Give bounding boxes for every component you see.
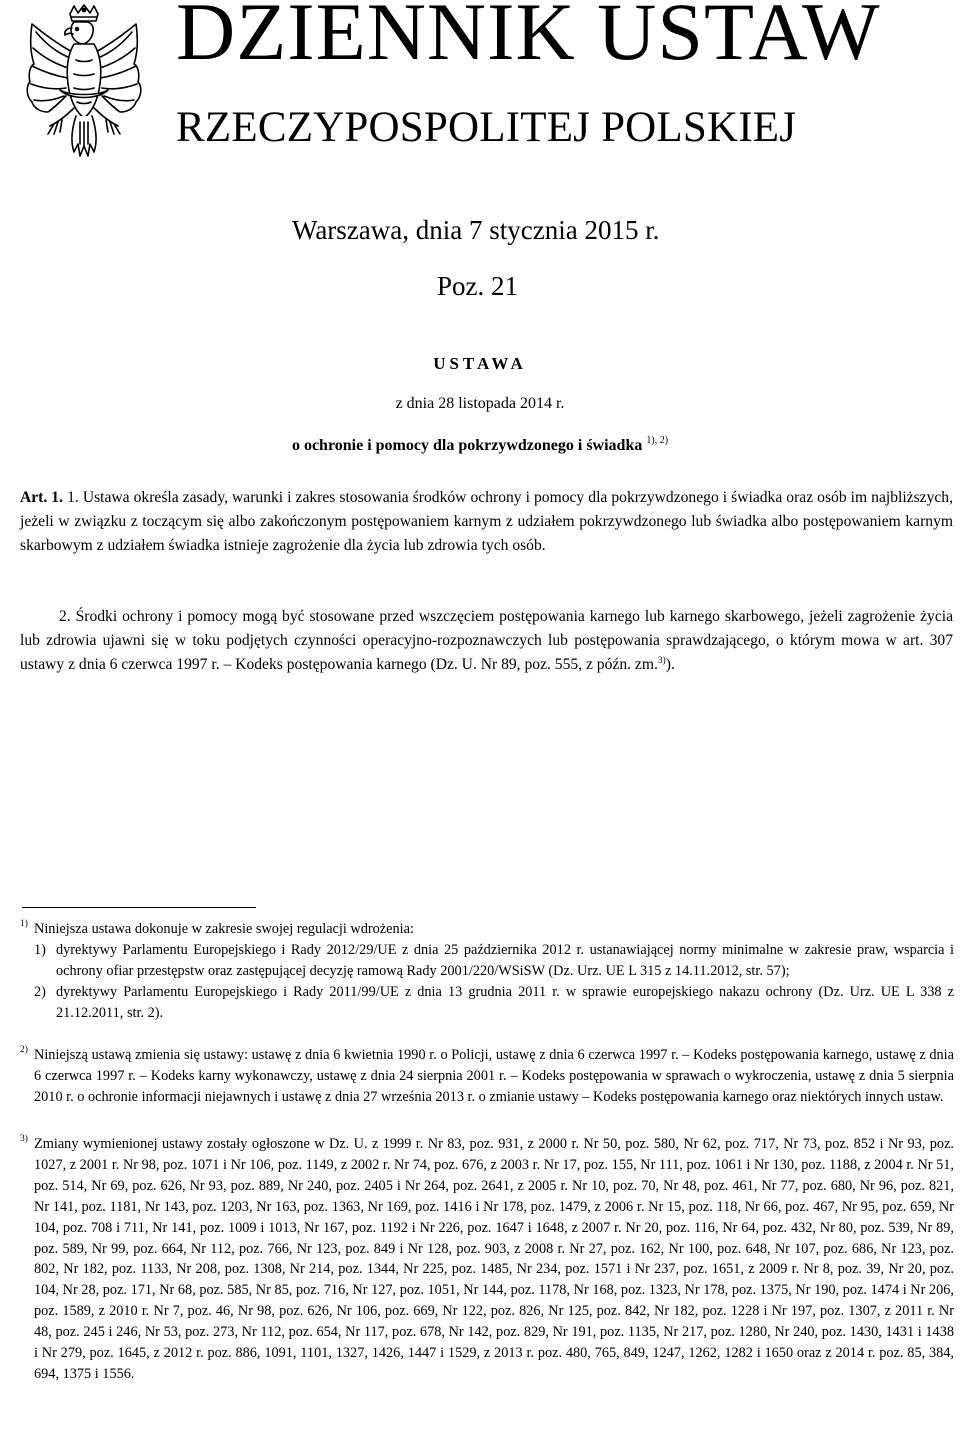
act-title-footnote-refs: 1), 2) xyxy=(646,435,669,446)
act-title xyxy=(0,436,960,456)
footnote-mark: 1) xyxy=(20,919,28,929)
article-1-paragraph-1 xyxy=(20,486,953,557)
masthead-title: DZIENNIK USTAW xyxy=(176,0,881,77)
footnote-list-item xyxy=(34,982,954,1024)
act-title-text: o ochronie i pomocy dla pokrzywdzonego i świadka xyxy=(291,437,643,454)
footnote-text: Zmiany wymienionej ustawy zostały ogłoszone w Dz. U. z 1999 r. Nr 83, poz. 931, z 2000 r. Nr 50, poz. 580, Nr 62, poz. 717, Nr 73, poz. 852 i Nr 93, poz. 1027, z 2001 r. Nr 98, poz. 1071 i Nr 106, poz. 1149, z 2002 r. Nr 74, poz. 676, z 2003 r. Nr 17, poz. 155, Nr 111, poz. 1061 i Nr 130, poz. 1188, z 2004 r. Nr 51, poz. 514, Nr 69, poz. 626, Nr 93, poz. 889, Nr 240, poz. 2405 i Nr 264, poz. 2641, z 2005 r. Nr 10, poz. 70, Nr 48, poz. 461, Nr 77, poz. 680, Nr 96, poz. 821, Nr 141, poz. 1181, Nr 143, poz. 1203, Nr 163, poz. 1363, Nr 169, poz. 1416 i Nr 178, poz. 1479, z 2006 r. Nr 15, poz. 118, Nr 66, poz. 467, Nr 95, poz. 659, Nr 104, poz. 708 i 711, Nr 141, poz. 1009 i 1013, Nr 167, poz. 1192 i Nr 226, poz. 1647 i 1648, z 2007 r. Nr 20, poz. 116, Nr 64, poz. 432, Nr 80, poz. 539, Nr 89, poz. 589, Nr 99, poz. 664, Nr 112, poz. 766, Nr 123, poz. 849 i Nr 128, poz. 903, z 2008 r. Nr 27, poz. 162, Nr 100, poz. 648, Nr 107, poz. 686, Nr 123, poz. 802, Nr 182, poz. 1133, Nr 208, poz. 1308, Nr 214, poz. 1344, Nr 225, poz. 1485, Nr 234, poz. 1571 i Nr 237, poz. 1651, z 2009 r. Nr 8, poz. 39, Nr 20, poz. 104, Nr 28, poz. 171, Nr 68, poz. 585, Nr 85, poz. 716, Nr 127, poz. 1051, Nr 144, poz. 1178, Nr 168, poz. 1323, Nr 178, poz. 1375, Nr 190, poz. 1474 i Nr 206, poz. 1589, z 2010 r. Nr 7, poz. 46, Nr 98, poz. 626, Nr 106, poz. 669, Nr 122, poz. 826, Nr 125, poz. 842, Nr 182, poz. 1228 i Nr 197, poz. 1307, z 2011 r. Nr 48, poz. 245 i 246, Nr 53, poz. 273, Nr 112, poz. 654, Nr 117, poz. 678, Nr 142, poz. 829, Nr 191, poz. 1135, Nr 217, poz. 1280, Nr 240, poz. 1430, 1431 i 1438 i Nr 279, poz. 1645, z 2012 r. poz. 886, 1091, 1101, 1327, 1426, 1447 i 1529, z 2013 r. poz. 480, 765, 849, 1247, 1262, 1282 i 1650 oraz z 2014 r. poz. 85, 384, 694, 1375 i 1556. xyxy=(34,1136,954,1382)
footnote-text: Niniejszą ustawą zmienia się ustawy: ustawę z dnia 6 kwietnia 1990 r. o Policji, ustawę z dnia 6 czerwca 1997 r. – Kodeks postępowania karnego, ustawę z dnia 6 czerwca 1997 r. – Kodeks karny wykonawczy, ustawę z dnia 24 sierpnia 2001 r. – Kodeks postępowania w sprawach o wykroczenia, ustawę z dnia 5 sierpnia 2010 r. o ochronie informacji niejawnych i ustawę z dnia 27 września 2013 r. o zmianie ustawy – Kodeks postępowania karnego oraz niektórych innych ustaw. xyxy=(34,1047,954,1105)
paragraph-end: ). xyxy=(665,655,675,673)
footnote-item-number: 2) xyxy=(34,983,46,1000)
footnote-3 xyxy=(20,1134,954,1385)
footnote-item-text: dyrektywy Parlamentu Europejskiego i Rady 2012/29/UE z dnia 25 października 2012 r. ustanawiającej normy minimalne w zakresie praw, wsparcia i ochrony ofiar przestępstw oraz zastępującej decyzję ramową Rady 2001/220/WSiSW (Dz. Urz. UE L 315 z 14.11.2012, str. 57); xyxy=(56,941,954,979)
masthead-subtitle: RZECZYPOSPOLITEJ POLSKIEJ xyxy=(176,104,797,151)
footnote-separator xyxy=(22,907,256,908)
footnote-mark: 3) xyxy=(20,1134,28,1144)
footnote-1 xyxy=(20,919,954,1024)
footnote-2 xyxy=(20,1045,954,1108)
footnote-mark: 2) xyxy=(20,1045,28,1055)
position-number: Poz. 21 xyxy=(437,271,518,301)
polish-eagle-emblem-icon xyxy=(14,4,154,174)
footnote-ref: 3) xyxy=(657,655,666,666)
article-1-paragraph-2 xyxy=(20,605,953,676)
paragraph-text: Ustawa określa zasady, warunki i zakres stosowania środków ochrony i pomocy dla pokrzywdzonego i świadka oraz osób im najbliższych, jeżeli w związku z toczącym się albo zakończonym postępowaniem karnym z udziałem pokrzywdzonego lub świadka albo postępowaniem karnym skarbowym z udziałem świadka istnieje zagrożenie dla życia lub zdrowia tych osób. xyxy=(20,489,953,554)
footnote-list-item xyxy=(34,940,954,982)
footnote-intro: Niniejsza ustawa dokonuje w zakresie swojej regulacji wdrożenia: xyxy=(34,921,414,937)
issue-date: Warszawa, dnia 7 stycznia 2015 r. xyxy=(292,215,660,245)
footnote-item-text: dyrektywy Parlamentu Europejskiego i Rady 2011/99/UE z dnia 13 grudnia 2011 r. w sprawie europejskiego nakazu ochrony (Dz. Urz. UE L 338 z 21.12.2011, str. 2). xyxy=(56,983,954,1021)
act-date: z dnia 28 listopada 2014 r. xyxy=(395,395,565,412)
footnote-item-number: 1) xyxy=(34,941,46,958)
article-label: Art. 1. xyxy=(20,489,64,506)
paragraph-number: 1. xyxy=(67,489,79,506)
paragraph-text: 2. Środki ochrony i pomocy mogą być stosowane przed wszczęciem postępowania karnego lub karnego skarbowego, jeżeli zagrożenie życia lub zdrowia ujawni się w toku podjętych czynności operacyjno-rozpoznawczych lub postępowania sprawdzającego, o którym mowa w art. 307 ustawy z dnia 6 czerwca 1997 r. – Kodeks postępowania karnego (Dz. U. Nr 89, poz. 555, z późn. zm. xyxy=(20,608,953,673)
act-type-heading: USTAWA xyxy=(433,354,527,373)
